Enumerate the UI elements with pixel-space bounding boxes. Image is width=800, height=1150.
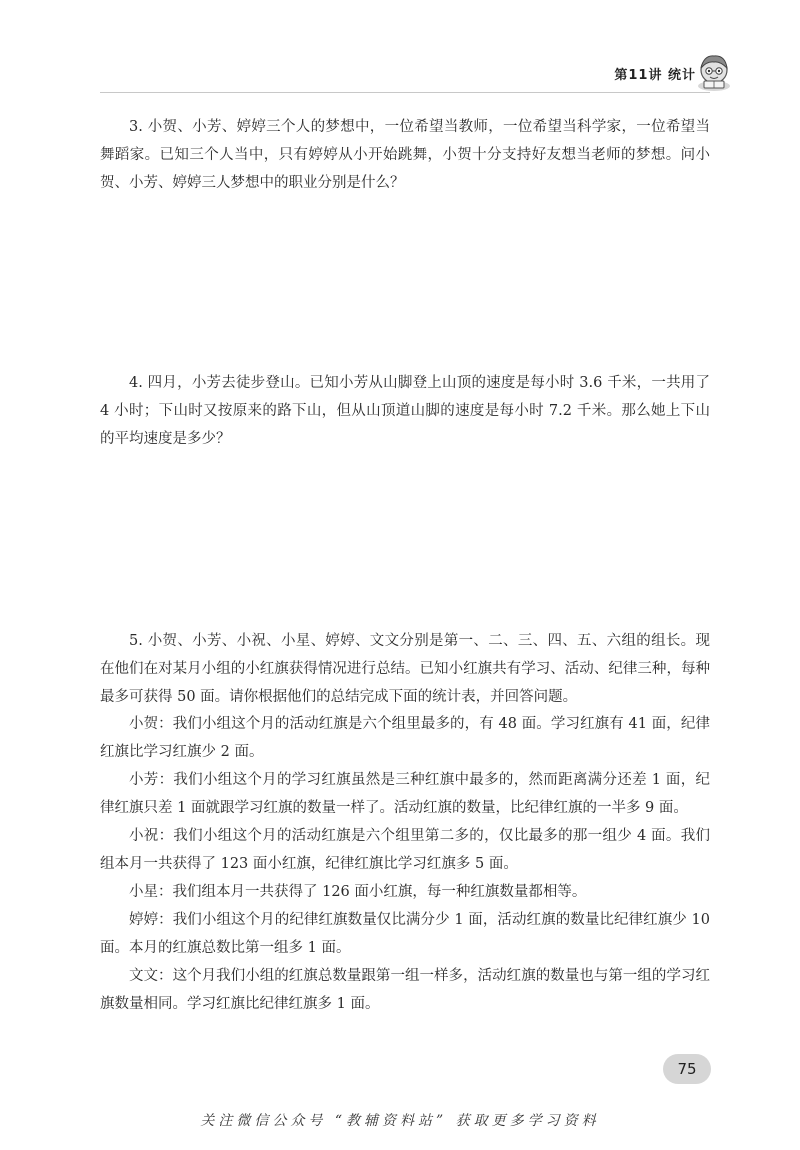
question-5: 5. 小贺、小芳、小祝、小星、婷婷、文文分别是第一、二、三、四、五、六组的组长。现在他们在对某月小组的小红旗获得情况进行总结。已知小红旗共有学习、活动、纪律三种，每种最多可获得 50 面。请你根据他们的总结完成下面的统计表，并回答问题。	[100, 633, 710, 705]
statement-tingting: 婷婷：我们小组这个月的纪律红旗数量仅比满分少 1 面，活动红旗的数量比纪律红旗少 10 面。本月的红旗总数比第一组多 1 面。	[100, 912, 711, 956]
footer-watermark: 关注微信公众号 “教辅资料站” 获取更多学习资料	[200, 1113, 600, 1129]
question-4: 4. 四月，小芳去徒步登山。已知小芳从山脚登上山顶的速度是每小时 3.6 千米，一共用了 4 小时；下山时又按原来的路下山，但从山顶道山脚的速度是每小时 7.2 千米。那么她上下山的平均速度是多少？	[100, 375, 710, 447]
statement-xiaohe: 小贺：我们小组这个月的活动红旗是六个组里最多的，有 48 面。学习红旗有 41 面，纪律红旗比学习红旗少 2 面。	[100, 716, 710, 760]
chapter-title: 第11讲 统计	[614, 67, 696, 83]
statement-xiaofang: 小芳：我们小组这个月的学习红旗虽然是三种红旗中最多的，然而距离满分还差 1 面，纪律红旗只差 1 面就跟学习红旗的数量一样了。活动红旗的数量，比纪律红旗的一半多 9 面。	[100, 772, 710, 816]
header-divider	[100, 92, 710, 93]
statement-wenwen: 文文：这个月我们小组的红旗总数量跟第一组一样多，活动红旗的数量也与第一组的学习红旗数量相同。学习红旗比纪律红旗多 1 面。	[100, 968, 710, 1012]
question-3: 3. 小贺、小芳、婷婷三个人的梦想中，一位希望当教师，一位希望当科学家，一位希望当舞蹈家。已知三个人当中，只有婷婷从小开始跳舞，小贺十分支持好友想当老师的梦想。问小贺、小芳、婷婷三人梦想中的职业分别是什么？	[100, 119, 710, 191]
page-number: 75	[677, 1060, 697, 1078]
statement-xiaozhu: 小祝：我们小组这个月的活动红旗是六个组里第二多的，仅比最多的那一组少 4 面。我们组本月一共获得了 123 面小红旗，纪律红旗比学习红旗多 5 面。	[100, 828, 710, 872]
page-number-badge	[663, 1054, 711, 1084]
chapter-header	[614, 58, 696, 88]
mascot-icon	[694, 52, 734, 92]
statement-xiaoxing: 小星：我们组本月一共获得了 126 面小红旗，每一种红旗数量都相等。	[129, 884, 587, 900]
